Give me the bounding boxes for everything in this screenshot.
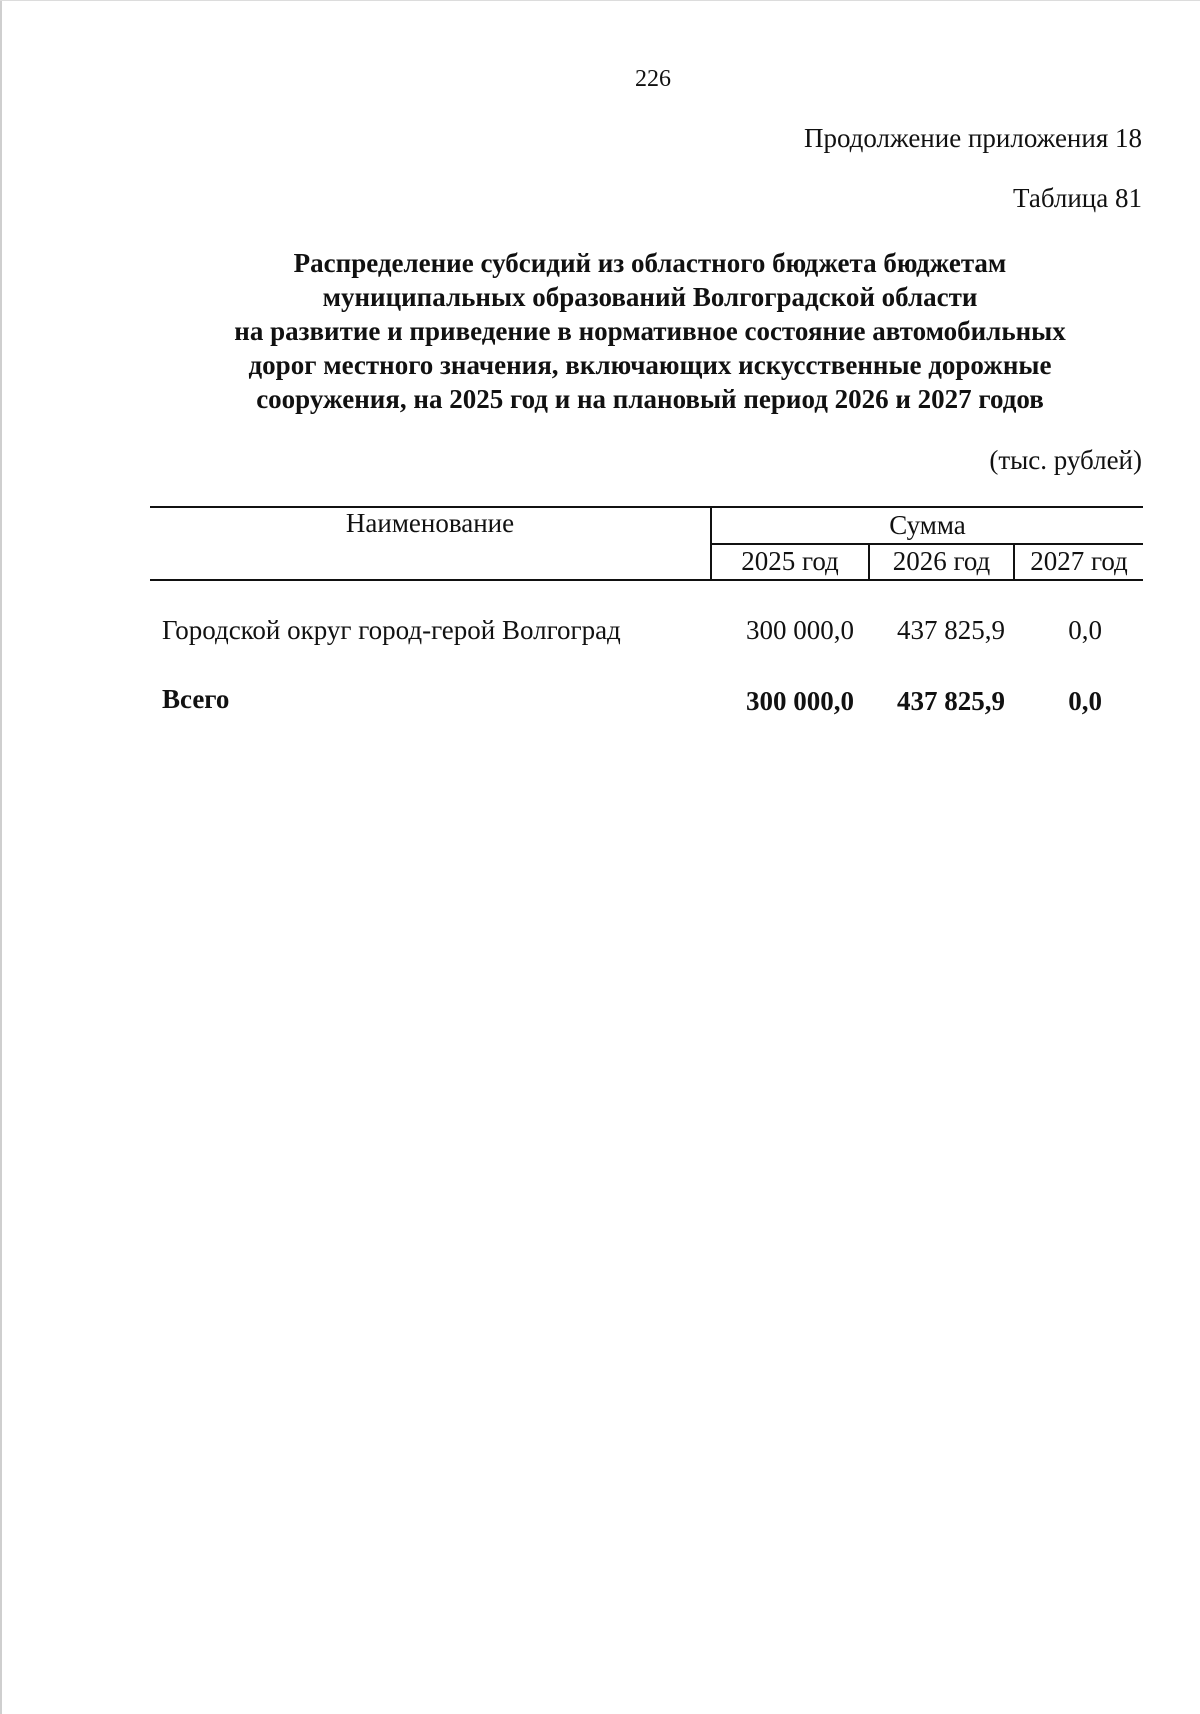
row-value-2026: 437 825,9 (897, 615, 1005, 645)
title-line: муниципальных образований Волгоградской области (322, 282, 978, 312)
table-title (150, 246, 1150, 416)
total-value-2027: 0,0 (1068, 686, 1102, 716)
header-year-2026: 2026 год (892, 546, 991, 576)
row-name: Городской округ город-герой Волгоград (162, 615, 621, 645)
row-value-2027: 0,0 (1068, 615, 1102, 645)
row-value-2025: 300 000,0 (746, 615, 854, 645)
table-number: Таблица 81 (1013, 183, 1142, 213)
title-line: Распределение субсидий из областного бюджета бюджетам (293, 248, 1007, 278)
appendix-continuation: Продолжение приложения 18 (803, 123, 1142, 153)
header-year-2027: 2027 год (1030, 546, 1128, 576)
header-sum: Сумма (889, 510, 966, 540)
title-line: сооружения, на 2025 год и на плановый период 2026 и 2027 годов (256, 384, 1044, 414)
page-edge (0, 0, 2, 1714)
header-year-2025: 2025 год (741, 546, 839, 576)
title-line: дорог местного значения, включающих искусственные дорожные (248, 350, 1052, 380)
title-line: на развитие и приведение в нормативное состояние автомобильных (234, 316, 1066, 346)
total-value-2026: 437 825,9 (897, 686, 1005, 716)
header-bottom-rule (150, 579, 1143, 581)
total-value-2025: 300 000,0 (746, 686, 854, 716)
page-edge-top (0, 0, 1200, 1)
units-label: (тыс. рублей) (989, 445, 1142, 475)
sum-subheader-rule (710, 543, 1143, 545)
header-name: Наименование (345, 508, 515, 538)
total-name: Всего (162, 684, 230, 714)
page-number: 226 (635, 66, 671, 92)
